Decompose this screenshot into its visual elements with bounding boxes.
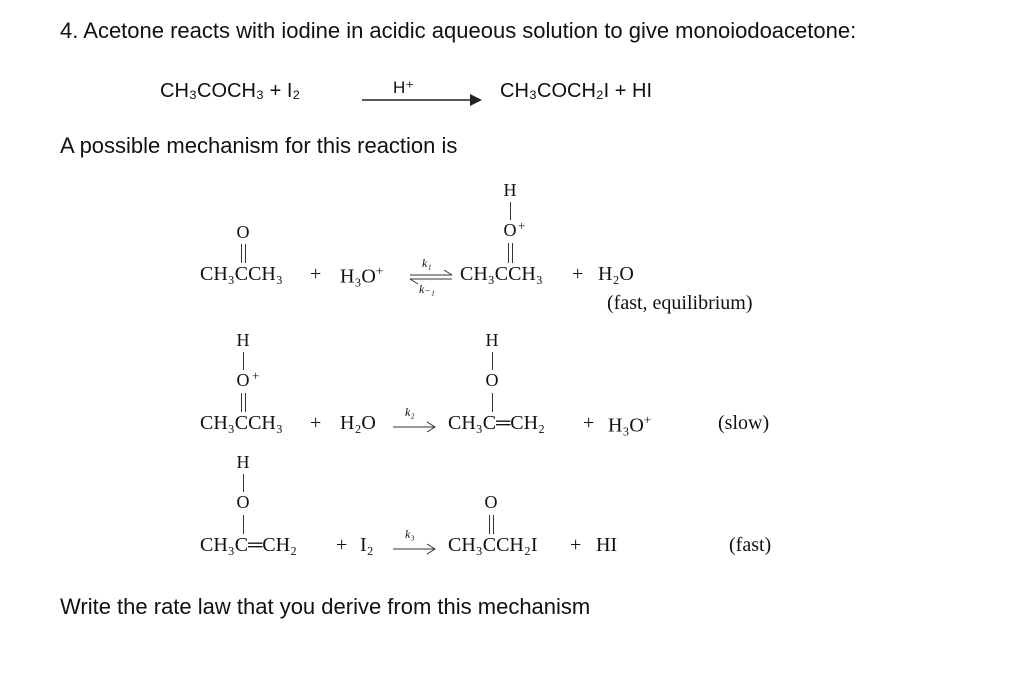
carbonyl-oxygen: O bbox=[236, 222, 250, 242]
iodine-formula: I₂ bbox=[360, 534, 374, 556]
rate-constant-k-minus-1: k₋₁ bbox=[419, 282, 435, 296]
question-prompt: Write the rate law that you derive from this mechanism bbox=[60, 594, 591, 619]
positive-charge: + bbox=[643, 412, 652, 427]
double-bond bbox=[241, 393, 246, 412]
enol-oxygen: O bbox=[236, 492, 250, 512]
hydronium bbox=[608, 412, 651, 438]
single-bond bbox=[243, 352, 244, 370]
hydronium-formula: H₃O bbox=[608, 414, 644, 437]
single-bond bbox=[510, 202, 511, 220]
single-bond bbox=[492, 393, 493, 412]
rate-constant-k2: k₂ bbox=[405, 405, 415, 419]
hydrogen-atom: H bbox=[236, 452, 250, 472]
enol-formula: CH₃C═CH₂ bbox=[200, 534, 298, 556]
carbonyl-oxygen: O bbox=[484, 492, 498, 512]
single-bond bbox=[492, 352, 493, 370]
reaction-arrow bbox=[393, 547, 437, 557]
iodoacetone-formula: CH₃CCH₂I bbox=[448, 534, 538, 556]
plus-sign: + bbox=[336, 534, 348, 556]
protonated-acetone-formula: CH₃CCH₃ bbox=[460, 263, 543, 285]
double-bond bbox=[241, 244, 246, 263]
enol-oxygen: O bbox=[485, 370, 499, 390]
rate-constant-k3: k₃ bbox=[405, 527, 415, 541]
double-bond bbox=[508, 243, 513, 263]
hydrogen-iodide-formula: HI bbox=[596, 534, 618, 556]
overall-reactants: CH₃COCH₃ + I₂ bbox=[160, 80, 301, 102]
step3-note: (fast) bbox=[729, 534, 772, 556]
hydrogen-atom: H bbox=[236, 330, 250, 350]
question-number: 4. bbox=[60, 18, 79, 43]
overall-reaction-arrow bbox=[362, 98, 482, 108]
plus-sign: + bbox=[570, 534, 582, 556]
single-bond bbox=[243, 515, 244, 534]
rate-constant-k1: k₁ bbox=[422, 256, 432, 270]
double-bond bbox=[489, 515, 494, 534]
hydronium-formula: H₃O bbox=[340, 265, 376, 288]
step1-note: (fast, equilibrium) bbox=[607, 292, 753, 314]
enol-formula: CH₃C═CH₂ bbox=[448, 412, 546, 434]
overall-products: CH₃COCH₂I + HI bbox=[500, 80, 653, 102]
reaction-arrow bbox=[393, 425, 437, 435]
plus-sign: + bbox=[310, 263, 322, 285]
step2-note: (slow) bbox=[718, 412, 770, 434]
acetone-formula: CH₃CCH₃ bbox=[200, 263, 283, 285]
water-formula: H₂O bbox=[598, 263, 634, 285]
question-text: Acetone reacts with iodine in acidic aqueous solution to give monoiodoacetone: bbox=[83, 18, 857, 43]
single-bond bbox=[243, 474, 244, 492]
catalyst-label: H⁺ bbox=[393, 78, 415, 97]
water-formula: H₂O bbox=[340, 412, 376, 434]
protonated-acetone-formula: CH₃CCH₃ bbox=[200, 412, 283, 434]
positive-charge: + bbox=[375, 263, 384, 278]
hydrogen-atom: H bbox=[503, 180, 517, 200]
hydronium bbox=[340, 263, 383, 289]
plus-sign: + bbox=[310, 412, 322, 434]
oxonium-oxygen: O bbox=[236, 370, 250, 390]
oxonium-oxygen: O bbox=[503, 220, 517, 240]
question-header bbox=[60, 18, 856, 44]
hydrogen-atom: H bbox=[485, 330, 499, 350]
mechanism-intro: A possible mechanism for this reaction is bbox=[60, 133, 458, 158]
plus-sign: + bbox=[572, 263, 584, 285]
positive-charge: + bbox=[252, 368, 260, 383]
plus-sign: + bbox=[583, 412, 595, 434]
positive-charge: + bbox=[518, 218, 526, 233]
